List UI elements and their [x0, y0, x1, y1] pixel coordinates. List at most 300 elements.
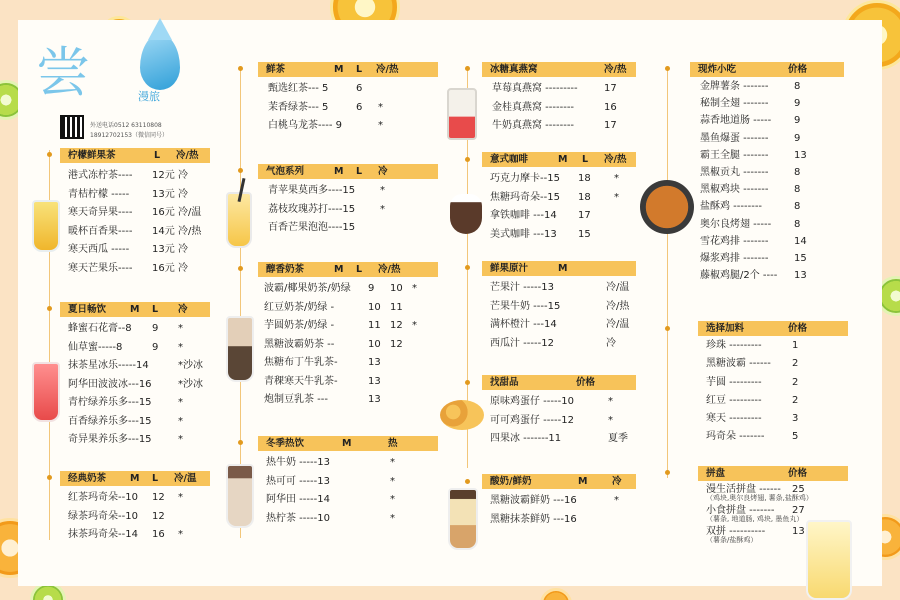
column-label: 冷: [178, 304, 188, 315]
item-temperature: *: [390, 512, 395, 524]
item-price-m: 13: [368, 375, 381, 387]
menu-item-row: [268, 201, 438, 220]
item-name: 拿铁咖啡 ---14: [490, 210, 557, 221]
item-name: 黑椒贡丸 -------: [700, 166, 769, 178]
item-price-l: 15: [578, 228, 591, 240]
column-label: M: [578, 476, 588, 487]
bullet-dot: [47, 475, 52, 480]
item-name: 满杯橙汁 ---14: [490, 319, 557, 330]
column-label: M: [130, 304, 140, 315]
menu-item-row: [68, 357, 210, 376]
bullet-dot: [47, 152, 52, 157]
column-label: M: [130, 473, 140, 484]
item-name: 漫生活拼盘 ------: [706, 484, 781, 495]
section-header: [482, 152, 636, 167]
menu-item-row: [68, 260, 210, 279]
item-name: 抹茶星冰乐-----14: [68, 360, 149, 371]
item-price-m: 9: [368, 283, 375, 294]
menu-item-row: [490, 298, 636, 317]
column-label: L: [356, 166, 363, 177]
item-name: 双拼 ----------: [706, 526, 766, 537]
menu-item-row: [264, 299, 438, 318]
section-sparkling: [258, 164, 438, 238]
item-temperature: *: [412, 283, 417, 294]
item-name: 青桔柠檬 -----: [68, 188, 130, 200]
menu-item-row: [706, 374, 848, 392]
orange-slice-decoration: [540, 588, 572, 600]
menu-item-row: [700, 216, 844, 233]
item-price-m: 13: [368, 394, 381, 405]
bullet-dot: [465, 380, 470, 385]
menu-item-row: [266, 473, 438, 492]
section-title: 冰糖真燕窝: [490, 64, 538, 75]
menu-item-row: [68, 394, 210, 413]
item-price-l: 17: [578, 210, 591, 221]
mocha-coffee-cup-image: [450, 194, 482, 234]
column-label: L: [356, 64, 363, 75]
item-temperature: 夏季: [608, 433, 628, 444]
item-temperature: *: [178, 397, 183, 408]
menu-item-row: [490, 412, 636, 431]
menu-item-row: [490, 511, 636, 530]
section-title: 鲜茶: [266, 64, 286, 75]
bullet-dot: [238, 266, 243, 271]
menu-item-row: [490, 189, 636, 208]
column-label: 冷: [612, 476, 622, 487]
item-price: 13元: [152, 244, 175, 255]
menu-item-row: [706, 524, 848, 540]
item-name: 雪花鸡排 -------: [700, 235, 769, 247]
section-fried-snacks: [690, 62, 844, 284]
section-header: [258, 262, 438, 277]
item-name: 寒天西瓜 -----: [68, 244, 130, 255]
item-price-l: 9: [152, 341, 159, 353]
item-price: 13: [794, 149, 807, 161]
fried-chicken-plate-image: [640, 180, 694, 234]
section-header: [258, 164, 438, 179]
menu-item-row: [706, 337, 848, 355]
menu-item-row: [68, 508, 210, 527]
item-price-l: 18: [578, 191, 591, 203]
item-name: 芒果汁 -----13: [490, 282, 554, 293]
item-name: 蜂蜜石花膏--8: [68, 323, 132, 334]
item-temperature: 冷: [178, 188, 188, 200]
item-temperature: 冷: [178, 262, 188, 274]
item-name: 荔枝玫瑰苏打----15: [268, 203, 356, 215]
item-temperature: *: [178, 341, 183, 353]
section-coffee: [482, 152, 636, 244]
bullet-dot: [465, 66, 470, 71]
item-name: 黑椒鸡块 -------: [700, 184, 769, 196]
item-price-l: 12: [390, 338, 403, 350]
item-name: 红茶玛奇朵--10: [68, 492, 138, 503]
menu-item-row: [68, 241, 210, 260]
bullet-dot: [238, 168, 243, 173]
item-temperature: 冷/温: [606, 319, 630, 330]
menu-item-row: [264, 391, 438, 410]
menu-item-row: [490, 207, 636, 226]
section-header: [698, 466, 848, 481]
section-title: 醇香奶茶: [266, 264, 305, 275]
section-title: 柠檬鲜果茶: [68, 150, 116, 161]
item-price: 8: [794, 184, 801, 196]
item-price: 3: [792, 413, 799, 425]
column-label: 冷: [378, 166, 388, 177]
item-name: 草莓真燕窝 ---------: [492, 83, 578, 94]
section-classic-milk-tea: [60, 471, 210, 545]
menu-item-row: [490, 430, 636, 449]
menu-item-row: [266, 454, 438, 473]
section-header: [60, 148, 210, 163]
column-label: L: [356, 264, 363, 275]
section-summer-drinks: [60, 302, 210, 450]
section-bird-nest: [482, 62, 636, 136]
item-name: 奇异果养乐多---15: [68, 434, 152, 445]
section-header: [60, 302, 210, 317]
contact-info: [90, 121, 168, 141]
boba-milk-tea-cup-image: [226, 316, 254, 382]
menu-item-row: [68, 204, 210, 223]
item-price-l: 10: [390, 283, 403, 294]
item-temperature: 冷: [178, 170, 188, 181]
bullet-dot: [238, 66, 243, 71]
item-name: 热柠茶 -----10: [266, 512, 330, 524]
column-label: M: [334, 264, 344, 275]
item-name: 藤椒鸡腿/2个 ----: [700, 270, 778, 282]
column-label: L: [152, 473, 159, 484]
item-temperature: 冷: [606, 337, 616, 349]
item-name: 绿茶玛奇朵--10: [68, 510, 138, 522]
item-temperature: 冷/温: [606, 282, 630, 293]
column-label: L: [154, 150, 161, 161]
section-juice: [482, 261, 636, 353]
brand-logo-text: 尝: [36, 41, 88, 104]
qr-code-icon: [60, 115, 84, 139]
hot-milk-cup-image: [226, 464, 254, 528]
item-name: 美式咖啡 ---13: [490, 228, 557, 240]
item-temperature: 冷/热: [606, 300, 630, 312]
item-price: 2: [792, 394, 799, 406]
item-name: 西瓜汁 -----12: [490, 337, 554, 349]
item-name: 白桃乌龙茶---- 9: [268, 120, 342, 131]
item-price: 5: [792, 431, 799, 443]
menu-item-row: [68, 526, 210, 545]
item-name: 金桂真燕窝 --------: [492, 101, 575, 113]
column-label: M: [558, 263, 568, 274]
menu-item-row: [490, 226, 636, 245]
section-header: [690, 62, 844, 77]
item-name: 芋圆 ---------: [706, 376, 762, 388]
item-price-l: 11: [390, 301, 403, 313]
column-label: 价格: [788, 64, 808, 75]
watermelon-drink-cup-image: [32, 362, 60, 422]
bullet-dot: [665, 66, 670, 71]
item-name: 百香芒果泡泡----15: [268, 222, 356, 233]
column-label: 冷/热: [604, 64, 627, 75]
item-temperature: *: [178, 529, 183, 540]
item-name: 珍珠 ---------: [706, 340, 762, 351]
menu-item-row: [268, 219, 438, 238]
column-label: 热: [388, 438, 398, 449]
item-price: 8: [794, 81, 801, 92]
item-temperature: 冷: [178, 244, 188, 255]
menu-item-row: [706, 428, 848, 446]
item-name: 寒天 ---------: [706, 413, 762, 425]
menu-item-row: [700, 130, 844, 147]
column-label: L: [152, 304, 159, 315]
item-name: 金牌薯条 -------: [700, 81, 769, 92]
section-header: [482, 375, 636, 390]
menu-item-row: [68, 339, 210, 358]
item-price: 1: [792, 340, 799, 351]
item-name: 秘制全翅 -------: [700, 98, 769, 110]
menu-item-row: [68, 413, 210, 432]
lemon-tea-cup-image: [32, 200, 60, 252]
menu-item-row: [68, 186, 210, 205]
section-title: 现炸小吃: [698, 64, 737, 75]
item-price: 8: [794, 201, 801, 213]
item-name: 青柠绿养乐多---15: [68, 397, 152, 408]
column-divider: [667, 68, 668, 478]
menu-item-row: [700, 112, 844, 129]
item-price: 9: [794, 132, 801, 144]
menu-item-row: [68, 431, 210, 450]
item-name: 青苹果莫西多----15: [268, 185, 356, 196]
item-price: 16: [604, 101, 617, 113]
column-label: M: [334, 166, 344, 177]
item-price: 9: [794, 115, 801, 127]
item-price: 12元: [152, 170, 175, 181]
item-price: 17: [604, 83, 617, 94]
item-temperature: *: [378, 101, 383, 113]
item-name: 焦糖玛奇朵--15: [490, 191, 560, 203]
column-label: 冷/热: [176, 150, 199, 161]
item-price: 17: [604, 120, 617, 131]
menu-item-row: [264, 373, 438, 392]
item-temperature: *: [178, 415, 183, 427]
item-price: 27: [792, 505, 805, 516]
section-header: [482, 62, 636, 77]
item-name: 百香绿养乐多---15: [68, 415, 152, 427]
item-name: 黑糖抹茶鲜奶 ---16: [490, 513, 577, 525]
item-price: 13元: [152, 188, 175, 200]
item-name: 甄选红茶--- 5: [268, 83, 329, 94]
section-header: [60, 471, 210, 486]
item-price: 14: [794, 235, 807, 247]
menu-item-row: [264, 280, 438, 299]
menu-item-row: [490, 393, 636, 412]
column-label: M: [558, 154, 568, 165]
item-name: 可可鸡蛋仔 -----12: [490, 414, 574, 426]
menu-item-row: [700, 95, 844, 112]
item-price: 2: [792, 376, 799, 388]
item-name: 玛奇朵 -------: [706, 431, 765, 443]
column-label: 冷/温: [174, 473, 197, 484]
item-name: 奥尔良烤翅 -----: [700, 218, 772, 230]
item-name: 蒜香地道肠 -----: [700, 115, 772, 127]
phone-line-2: 18912702153（微信同号）: [90, 132, 168, 139]
menu-item-row: [700, 233, 844, 250]
menu-item-row: [268, 182, 438, 201]
item-temperature: *: [380, 185, 385, 196]
item-price-l: 12: [390, 320, 403, 331]
item-name: 红豆 ---------: [706, 394, 762, 406]
item-temperature: 冷/热: [178, 225, 202, 237]
item-price-l: 6: [356, 101, 363, 113]
item-name: 芋圆奶茶/奶绿 -: [264, 320, 335, 331]
item-temperature: *: [178, 492, 183, 503]
item-name: 港式冻柠茶----: [68, 170, 133, 181]
item-temperature: *: [390, 475, 395, 487]
item-name: 暖杯百香果----: [68, 225, 133, 237]
menu-item-row: [268, 117, 438, 136]
item-temperature: *: [614, 191, 619, 203]
item-temperature: *: [390, 457, 395, 468]
bullet-dot: [465, 479, 470, 484]
section-fresh-tea: [258, 62, 438, 136]
item-price-l: 6: [356, 83, 363, 94]
item-temperature: *: [390, 494, 395, 505]
item-temperature: *: [608, 396, 613, 407]
item-price: 2: [792, 358, 799, 370]
bullet-dot: [47, 306, 52, 311]
item-name: 仙草蜜-----8: [68, 341, 123, 353]
menu-item-note: （薯条/盐酥鸡）: [706, 536, 758, 544]
item-price: 16元: [152, 207, 175, 218]
item-name: 热牛奶 -----13: [266, 457, 330, 468]
menu-item-row: [700, 78, 844, 95]
section-title: 拼盘: [706, 468, 726, 479]
section-header: [258, 62, 438, 77]
item-name: 寒天芒果乐----: [68, 262, 133, 274]
column-label: 冷/热: [604, 154, 627, 165]
bullet-dot: [665, 326, 670, 331]
item-price-m: 10: [368, 338, 381, 350]
item-price: 13: [792, 526, 805, 537]
item-temperature: *沙冰: [178, 360, 203, 371]
menu-item-row: [266, 510, 438, 529]
section-header: [258, 436, 438, 451]
section-title: 冬季热饮: [266, 438, 305, 449]
menu-item-row: [490, 279, 636, 298]
item-name: 黑糖波霸鲜奶 ---16: [490, 495, 577, 506]
menu-item-row: [68, 223, 210, 242]
item-temperature: *: [608, 414, 613, 426]
egg-waffle-image: [440, 400, 484, 430]
section-title: 气泡系列: [266, 166, 305, 177]
item-price: 14元: [152, 225, 175, 237]
section-title: 经典奶茶: [68, 473, 107, 484]
item-temperature: *: [378, 120, 383, 131]
menu-item-row: [492, 80, 636, 99]
bullet-dot: [665, 470, 670, 475]
menu-item-row: [700, 250, 844, 267]
menu-item-row: [68, 320, 210, 339]
item-price: 15: [794, 252, 807, 264]
item-name: 小食拼盘 -------: [706, 505, 775, 516]
column-label: L: [582, 154, 589, 165]
menu-item-row: [706, 482, 848, 498]
item-name: 原味鸡蛋仔 -----10: [490, 396, 574, 407]
item-price: 8: [794, 166, 801, 178]
item-price: 9: [794, 98, 801, 110]
section-yogurt-milk: [482, 474, 636, 529]
menu-item-row: [700, 147, 844, 164]
section-lemon-tea: [60, 148, 210, 278]
menu-item-row: [492, 99, 636, 118]
bullet-dot: [465, 265, 470, 270]
bullet-dot: [238, 440, 243, 445]
item-name: 霸王全腿 -------: [700, 149, 769, 161]
column-label: 冷/热: [376, 64, 399, 75]
item-price: 13: [794, 270, 807, 282]
menu-item-row: [68, 376, 210, 395]
item-name: 牛奶真燕窝 --------: [492, 120, 575, 131]
item-temperature: *沙冰: [178, 378, 203, 390]
menu-item-note: （薯条, 地道肠, 鸡块, 墨鱼丸）: [706, 515, 804, 523]
item-name: 黑糖波霸奶茶 --: [264, 338, 335, 350]
item-price: 8: [794, 218, 801, 230]
item-temperature: *: [380, 203, 385, 215]
item-name: 抹茶玛奇朵--14: [68, 529, 138, 540]
menu-item-row: [706, 410, 848, 428]
item-temperature: *: [412, 320, 417, 331]
section-title: 鲜果原汁: [490, 263, 529, 274]
item-price-m: 10: [368, 301, 381, 313]
menu-item-row: [266, 491, 438, 510]
section-platter: [698, 466, 848, 545]
item-temperature: *: [614, 173, 619, 184]
menu-item-row: [700, 198, 844, 215]
phone-line-1: 外送电话0512 63110808: [90, 122, 162, 129]
menu-item-row: [268, 99, 438, 118]
menu-item-row: [706, 503, 848, 519]
section-title: 夏日畅饮: [68, 304, 107, 315]
column-label: 价格: [788, 323, 808, 334]
item-price-l: 16: [152, 529, 165, 540]
section-header: [482, 474, 636, 489]
section-title: 选择加料: [706, 323, 745, 334]
menu-item-row: [490, 492, 636, 511]
item-name: 波霸/椰果奶茶/奶绿: [264, 283, 351, 294]
menu-item-row: [268, 80, 438, 99]
section-title: 酸奶/鲜奶: [490, 476, 532, 487]
menu-item-row: [700, 181, 844, 198]
item-temperature: 冷/温: [178, 207, 202, 218]
brown-sugar-milk-cup-image: [448, 488, 478, 550]
column-label: 冷/热: [378, 264, 401, 275]
menu-item-row: [68, 489, 210, 508]
column-label: M: [334, 64, 344, 75]
menu-item-row: [490, 170, 636, 189]
column-label: 价格: [788, 468, 808, 479]
menu-item-row: [700, 267, 844, 284]
item-name: 黑糖波霸 ------: [706, 358, 771, 370]
section-dessert: [482, 375, 636, 449]
item-name: 芒果牛奶 ----15: [490, 300, 561, 312]
item-name: 热可可 -----13: [266, 475, 330, 487]
item-temperature: *: [178, 323, 183, 334]
bullet-dot: [465, 157, 470, 162]
menu-item-row: [264, 317, 438, 336]
section-title: 意式咖啡: [490, 154, 529, 165]
item-name: 焦糖布丁牛乳茶-: [264, 357, 338, 368]
item-price: 16元: [152, 262, 175, 274]
item-name: 红豆奶茶/奶绿 -: [264, 301, 335, 313]
item-name: 阿华田 -----14: [266, 494, 330, 505]
item-name: 爆浆鸡排 -------: [700, 252, 769, 264]
section-toppings: [698, 321, 848, 447]
